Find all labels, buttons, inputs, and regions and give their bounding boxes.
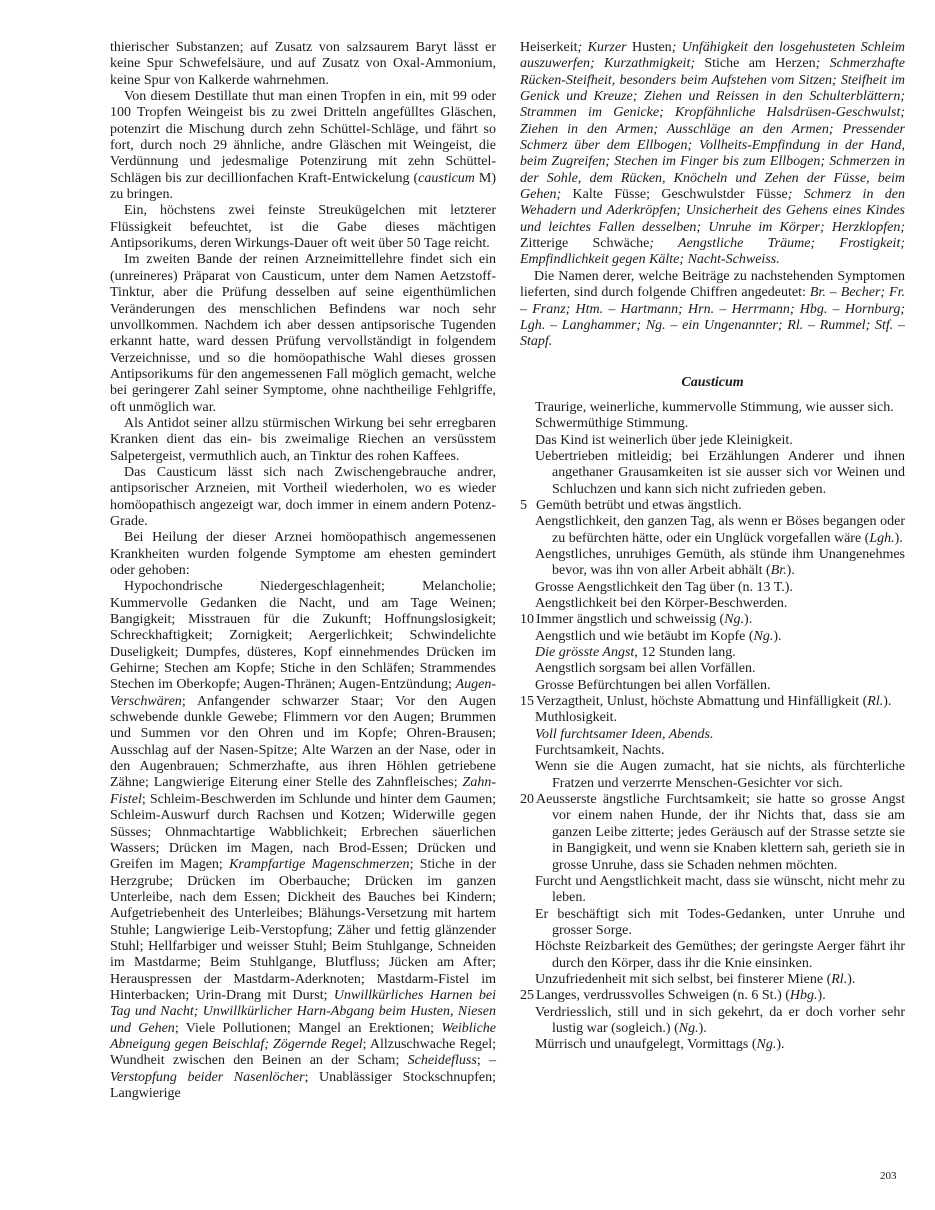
text-run: Gemüth betrübt und etwas ängstlich.	[536, 497, 742, 513]
italic-text: ; Schmerz in den Wehadern und Aderkröpfen; Unsicherheit des Gehens eines Kindes und leichtes Fallen desselben; Unruhe im Körper; Herzklopfen;	[520, 187, 906, 235]
symptom-entry	[520, 547, 905, 580]
italic-text: Ng.	[753, 628, 774, 644]
right-column	[520, 40, 905, 1054]
text-run: Wenn sie die Augen zumacht, hat sie nichts, als fürchterliche Fratzen und verzerrte Menschen-Gesichter vor sich.	[535, 759, 905, 791]
left-column	[110, 40, 496, 1102]
paragraph	[110, 40, 496, 89]
symptom-entry	[520, 694, 905, 710]
text-run: ; Unablässiger Stockschnupfen; Langwierige	[110, 1069, 496, 1101]
text-run: ; –	[476, 1053, 496, 1069]
symptom-entry	[520, 400, 905, 416]
italic-text: Hbg.	[789, 988, 818, 1004]
italic-text: Verstopfung beider Nasenlöcher	[110, 1069, 305, 1085]
text-run: Bei Heilung der dieser Arznei homöopathisch angemessenen Krankheiten wurden folgende Symptome am ehesten gemindert oder gehoben:	[110, 530, 496, 578]
symptom-entry	[520, 645, 905, 661]
text-run: ).	[773, 628, 782, 644]
text-run: Aengstlich sorgsam bei allen Vorfällen.	[535, 661, 756, 677]
text-run: Ein, höchstens zwei feinste Streukügelchen mit letzterer Flüssigkeit befeuchtet, ist die Gabe dieses mächtigen Antipsorikums, deren Wirkungs-Dauer oft weit über 50 Tage reicht.	[110, 203, 496, 252]
text-run: ).	[786, 563, 795, 579]
text-run: ).	[817, 988, 826, 1004]
italic-text: Br. – Becher; Fr. – Franz; Htm. – Hartmann; Hrn. – Herrmann; Hbg. – Hornburg; Lgh. – Langhammer; Ng. – ein Ungenannter; Rl. – Rummel; Stf. – Stapf.	[520, 285, 905, 350]
italic-text: Augen-Verschwären	[110, 677, 496, 709]
symptom-entry	[520, 416, 905, 432]
italic-text: ; Schmerzhafte Rücken-Steifheit, besonders beim Aufstehen vom Sitzen; Steifheit im Genick und Kreuze; Ziehen und Reissen in den Schulterblättern; Strammen im Genicke; Kropfähnliche Halsdrüsen-Geschwulst; Ziehen in den Armen; Ausschläge an den Armen; Pressender Schmerz über dem Ellbogen; Vollheits-Empfindung in der Hand, beim Zugreifen; Stechen im Finger bis zum Ellbogen; Schmerzen in der Sohle, dem Rücken, Knöcheln und Zehen der Füsse, beim Gehen;	[520, 56, 906, 203]
paragraph	[110, 416, 496, 465]
text-run: Grosse Aengstlichkeit den Tag über (n. 13 T.).	[535, 579, 793, 595]
symptom-entry	[520, 498, 905, 514]
symptom-entry	[520, 629, 905, 645]
text-run: , 12 Stunden lang.	[634, 645, 736, 661]
text-run: ; Viele Pollutionen; Mangel an Erektionen;	[174, 1020, 442, 1036]
italic-text: Ng.	[678, 1020, 699, 1036]
italic-text: Rl.	[867, 694, 884, 710]
symptom-number: 25	[520, 988, 534, 1004]
symptom-entry	[520, 596, 905, 612]
paragraph	[110, 530, 496, 579]
text-run: Aengstlichkeit, den ganzen Tag, als wenn er Böses begangen oder zu befürchten hätte, oder ein Unglück vorgefallen wäre (	[535, 514, 905, 546]
italic-text: Lgh.	[869, 530, 895, 546]
text-run: Aengstlichkeit bei den Körper-Beschwerden.	[535, 596, 788, 611]
symptom-entry	[520, 743, 905, 759]
symptom-entry	[520, 433, 905, 449]
symptom-entry	[520, 727, 905, 743]
paragraph	[110, 252, 496, 415]
symptom-list	[520, 400, 905, 1054]
text-run: Aengstliches, unruhiges Gemüth, als stünde ihm Unangenehmes bevor, was ihn von aller Arbeit abhält (	[535, 546, 905, 579]
symptom-entry	[520, 792, 905, 874]
text-run: Immer ängstlich und schweissig (	[536, 612, 725, 628]
text-run: Aeusserste ängstliche Furchtsamkeit; sie hatte so grosse Angst vor einem nahen Hunde, der ihr Nichts that, dass sie am ganzen Leibe zitterte; jedes Geräusch auf der Strasse setzte sie in Bangigkeit, und wenn sie Knaben klettern sah, gerieth sie in grosse Unruhe, dass sie Schaden nehmen möchten.	[536, 792, 905, 873]
text-run: Unzufriedenheit mit sich selbst, bei finsterer Miene (	[535, 971, 832, 987]
paragraph	[520, 40, 905, 269]
right-intro	[520, 40, 905, 351]
text-run: Das Causticum lässt sich nach Zwischengebrauche andrer, antipsorischer Arzneien, mit Vortheil wiederholen, wo es wieder homöopathisch angezeigt war, doch immer in einem andern Potenz-Grade.	[110, 464, 496, 529]
italic-text: causticum	[418, 170, 475, 186]
text-run: Von diesem Destillate thut man einen Tropfen in ein, mit 99 oder 100 Tropfen Weingeist bis zu zwei Dritteln angefülltes Gläschen, potenzirt die Mischung durch zehn Schüttel-Schläge, und fährt so fort, durch noch 29 ähnliche, andre Gläschen mit Weingeist, die Verdünnung und jedesmalige Potenzirung mit zehn Schüttel-Schlägen bis zur decillionfachen Kraft-Entwickelung (	[110, 89, 496, 186]
italic-text: Krampfartige Magenschmerzen	[229, 857, 410, 873]
italic-text: ; Unfähigkeit den losgehusteten Schleim auszuwerfen; Kurzathmigkeit;	[520, 40, 906, 72]
symptom-number: 15	[520, 694, 534, 710]
symptom-entry	[520, 907, 905, 940]
symptom-entry	[520, 710, 905, 726]
text-run: Husten	[632, 40, 672, 55]
text-run: Als Antidot seiner allzu stürmischen Wirkung bei sehr erregbaren Kranken dient das ein- bis zweimalige Riechen an versüsstem Salpetergeist, vermuthlich auch, an Tinktur des rohen Kaffees.	[110, 415, 496, 464]
text-run: Zitterige Schwäche	[520, 236, 650, 252]
italic-text: Ng.	[756, 1037, 777, 1053]
symptom-entry	[520, 514, 905, 547]
symptom-entry	[520, 678, 905, 694]
italic-text: Zahn-Fistel	[110, 775, 496, 807]
text-run: Verdriesslich, still und in sich gekehrt, da er doch vorher sehr lustig war (sogleich.) (	[535, 1004, 905, 1036]
symptom-entry	[520, 661, 905, 677]
text-run: Furchtsamkeit, Nachts.	[535, 743, 665, 759]
text-run: Er beschäftigt sich mit Todes-Gedanken, unter Unruhe und grosser Sorge.	[535, 906, 905, 938]
text-run: Heiserkeit	[520, 40, 578, 55]
text-run: ).	[776, 1037, 785, 1053]
text-run: Muthlosigkeit.	[535, 710, 618, 726]
text-run: Hypochondrische Niedergeschlagenheit; Melancholie; Kummervolle Gedanken die Nacht, und am Tage Weinen; Bangigkeit; Misstrauen für die Zukunft; Hoffnungslosigkeit; Schreckhaftigkeit; Zornigkeit; Aergerlichkeit; Schwindelichte Duseligkeit; Dumpfes, düsteres, Kopf einnehmendes Drücken im Gehirne; Stechen am Kopfe; Stiche in den Schläfen; Strammendes Stechen im Oberkopfe; Augen-Thränen; Augen-Entzündung;	[110, 579, 496, 693]
text-run: ).	[744, 612, 753, 628]
symptom-number: 10	[520, 612, 534, 628]
symptom-entry	[520, 939, 905, 972]
italic-text: Unwillkürliches Harnen bei Tag und Nacht; Unwillkürlicher Harn-Abgang beim Husten, Niesen und Gehen	[110, 987, 497, 1036]
symptom-entry	[520, 1037, 905, 1053]
text-run: M) zu bringen.	[110, 170, 496, 203]
symptom-number: 20	[520, 792, 534, 808]
page-number: 203	[880, 1170, 897, 1182]
text-run: ; Anfangender schwarzer Staar; Vor den Augen schwebende dunkle Gewebe; Flimmern vor den Augen; Brummen und Summen vor den Ohren und im Kopfe; Ohren-Brausen; Ausschlag auf der Nasen-Spitze; Alte Warzen an der Nase, oder in den Augenbrauen; Schmerzhafte, aus ihren Höhlen getriebene Zähne; Langwierige Eiterung einer Stelle des Zahnfleisches;	[110, 693, 496, 791]
text-run: Traurige, weinerliche, kummervolle Stimmung, wie ausser sich.	[535, 399, 894, 415]
paragraph	[520, 269, 905, 351]
text-run: Das Kind ist weinerlich über jede Kleinigkeit.	[535, 432, 793, 448]
italic-text: Rl.	[831, 971, 848, 987]
text-run: ; Schleim-Beschwerden im Schlunde und hinter dem Gaumen; Schleim-Auswurf durch Rachsen und Kotzen; Widerwille gegen Süsses; Ohnmachtartige Wabblichkeit; Erbrechen säuerlichen Wassers; Drücken im Magen, nach Brod-Essen; Drücken und Greifen im Magen;	[110, 791, 496, 873]
italic-text: Die grösste Angst	[535, 645, 635, 661]
symptom-entry	[520, 449, 905, 498]
symptom-entry	[520, 580, 905, 596]
paragraph	[110, 465, 496, 530]
text-run: Aengstlich und wie betäubt im Kopfe (	[535, 628, 754, 644]
italic-text: Ng.	[724, 612, 745, 628]
text-run: Kalte Füsse; Geschwulstder Füsse	[572, 187, 788, 203]
symptom-entry	[520, 1005, 905, 1038]
symptom-number: 5	[520, 497, 527, 513]
italic-text: Voll furchtsamer Ideen, Abends.	[535, 726, 714, 742]
text-run: ).	[883, 694, 892, 710]
text-run: Im zweiten Bande der reinen Arzneimittellehre findet sich ein (unreineres) Präparat von Causticum, unter dem Namen Aetzstoff-Tinktur, aber die Prüfung desselben auf seine eigenthümlichen Veränderungen des menschlichen Befindens war noch sehr unvollkommen. Nachdem ich aber dessen antipsorische Tugenden erkannt hatte, ward dessen Prüfung vervollständigt in folgendem Verzeichnisse, und so die homöopathische Wahl dieses grossen Antipsorikums für den angemessenen Fall möglich gemacht, welche bei geringerer Zahl seiner Symptome, ohne nachtheilige Fehlgriffe, oft unmöglich war.	[110, 252, 496, 415]
text-run: ).	[847, 971, 856, 987]
text-run: Grosse Befürchtungen bei allen Vorfällen.	[535, 677, 771, 693]
paragraph	[110, 89, 496, 203]
text-run: Mürrisch und unaufgelegt, Vormittags (	[535, 1037, 757, 1053]
italic-text: Weibliche Abneigung gegen Beischlaf; Zögernde Regel	[110, 1020, 496, 1052]
text-run: Verzagtheit, Unlust, höchste Abmattung und Hinfälligkeit (	[536, 694, 868, 710]
text-run: Langes, verdrussvolles Schweigen (n. 6 St.) (	[536, 988, 790, 1004]
symptom-entry	[520, 988, 905, 1004]
text-run: Furcht und Aengstlichkeit macht, dass sie wünscht, nicht mehr zu leben.	[535, 873, 905, 906]
italic-text: ; Kurzer	[577, 40, 633, 55]
paragraph	[110, 203, 496, 252]
text-run: ; Allzuschwache Regel; Wundheit zwischen den Beinen an der Scham;	[110, 1036, 496, 1069]
italic-text: Scheidefluss	[407, 1053, 477, 1069]
section-heading: Causticum	[681, 374, 744, 390]
text-run: ; Stiche in der Herzgrube; Drücken im Oberbauche; Drücken im ganzen Unterleibe, nach dem Essen; Dickheit des Bauches bei Kindern; Aufgetriebenheit des Unterleibes; Blähungs-Versetzung mit hartem Stuhle; Langwierige Leib-Verstopfung; Zäher und fettig glänzender Stuhl; Hellfarbiger und weisser Stuhl; Beim Stuhlgange, Schneiden im Mastdarme; Beim Stuhlgange, Blutfluss; Jücken am After; Herauspressen der Mastdarm-Aderknoten; Mastdarm-Fistel im Hinterbacken; Urin-Drang mit Durst;	[110, 857, 497, 1003]
text-run: Schwermüthige Stimmung.	[535, 416, 689, 432]
italic-text: Br.	[770, 563, 787, 579]
italic-text: ; Aengstliche Träume; Frostigkeit; Empfindlichkeit gegen Kälte; Nacht-Schweiss.	[520, 236, 905, 268]
text-run: ).	[698, 1020, 707, 1036]
text-run: Die Namen derer, welche Beiträge zu nachstehenden Symptomen lieferten, sind durch folgende Chiffren angedeutet:	[520, 268, 905, 301]
text-run: Uebertrieben mitleidig; bei Erzählungen Anderer und ihnen angethaner Grausamkeiten ist sie ausser sich vor Weinen und Schluchzen und kann sich nicht zufrieden geben.	[535, 448, 905, 497]
text-run: Höchste Reizbarkeit des Gemüthes; der geringste Aerger fährt ihr durch den Körper, dass ihr die Knie einsinken.	[535, 939, 905, 971]
symptom-entry	[520, 612, 905, 628]
text-run: ).	[894, 530, 903, 546]
symptom-entry	[520, 972, 905, 988]
text-run: Stiche am Herzen	[704, 56, 816, 72]
paragraph	[110, 579, 496, 1102]
symptom-entry	[520, 874, 905, 907]
symptom-entry	[520, 759, 905, 792]
text-run: thierischer Substanzen; auf Zusatz von salzsaurem Baryt lässt er keine Spur Schwefelsäure, und auf Zusatz von Oxal-Ammonium, keine Spur von Kalkerde wahrnehmen.	[110, 40, 496, 88]
